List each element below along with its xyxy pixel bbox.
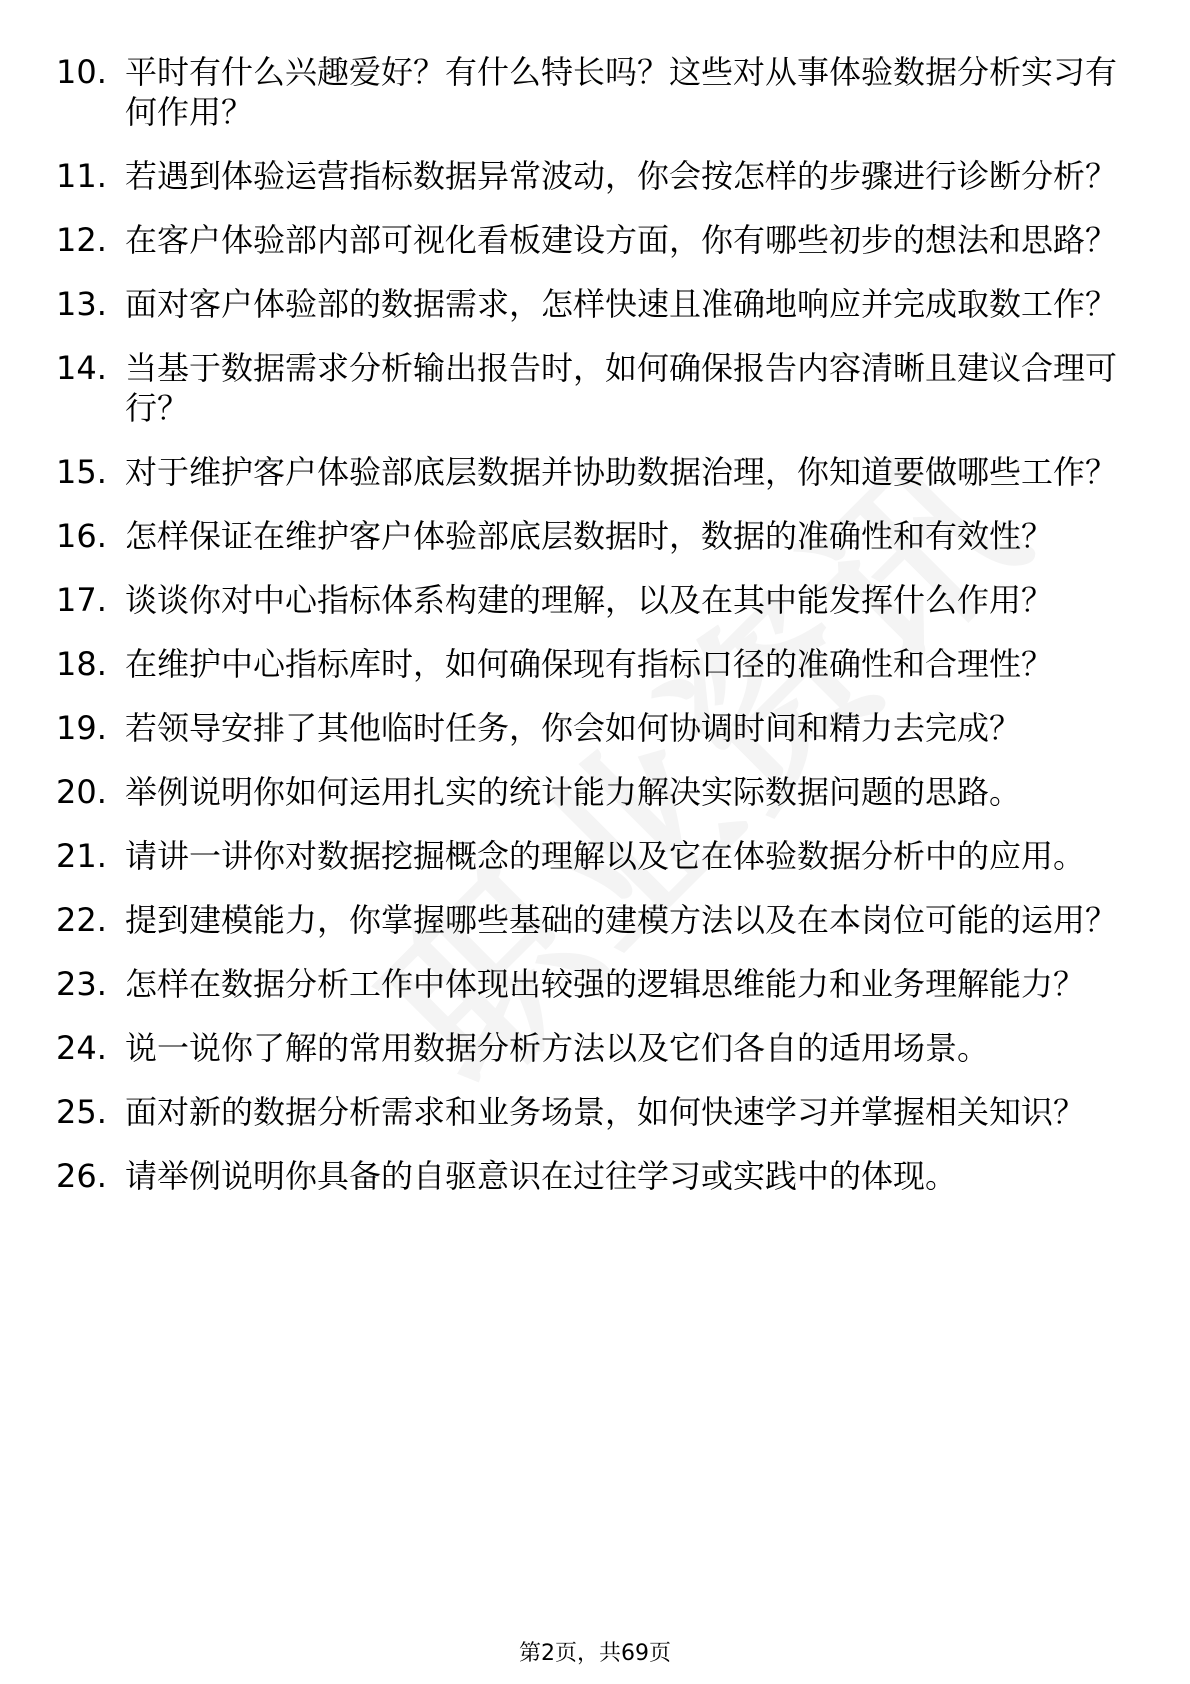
question-number: 23. (56, 965, 107, 1003)
page-number-label: 第2页，共69页 (519, 1641, 671, 1666)
question-text: 谈谈你对中心指标体系构建的理解，以及在其中能发挥什么作用？ (125, 581, 1054, 619)
question-text: 平时有什么兴趣爱好？有什么特长吗？这些对从事体验数据分析实习有何作用？ (125, 53, 1118, 131)
question-item (0, 1028, 1190, 1068)
question-text: 怎样在数据分析工作中体现出较强的逻辑思维能力和业务理解能力？ (125, 965, 1086, 1003)
question-item (0, 52, 1190, 132)
question-number: 10. (56, 53, 107, 91)
question-text: 若领导安排了其他临时任务，你会如何协调时间和精力去完成？ (125, 709, 1022, 747)
question-item (0, 580, 1190, 620)
question-item (0, 1156, 1190, 1196)
question-text: 在客户体验部内部可视化看板建设方面，你有哪些初步的想法和思路？ (125, 221, 1118, 259)
question-text: 若遇到体验运营指标数据异常波动，你会按怎样的步骤进行诊断分析？ (125, 157, 1118, 195)
question-item (0, 836, 1190, 876)
question-number: 17. (56, 581, 107, 619)
question-item (0, 348, 1190, 428)
question-item (0, 452, 1190, 492)
question-number: 25. (56, 1093, 107, 1131)
question-text: 说一说你了解的常用数据分析方法以及它们各自的适用场景。 (125, 1029, 990, 1067)
question-number: 20. (56, 773, 107, 811)
question-number: 18. (56, 645, 107, 683)
question-number: 13. (56, 285, 107, 323)
question-item (0, 516, 1190, 556)
question-text: 在维护中心指标库时，如何确保现有指标口径的准确性和合理性？ (125, 645, 1054, 683)
question-number: 24. (56, 1029, 107, 1067)
question-item (0, 220, 1190, 260)
question-list (0, 52, 1190, 1220)
question-text: 当基于数据需求分析输出报告时，如何确保报告内容清晰且建议合理可行？ (125, 349, 1118, 427)
question-text: 举例说明你如何运用扎实的统计能力解决实际数据问题的思路。 (125, 773, 1022, 811)
question-number: 12. (56, 221, 107, 259)
question-number: 19. (56, 709, 107, 747)
question-number: 15. (56, 453, 107, 491)
question-text: 提到建模能力，你掌握哪些基础的建模方法以及在本岗位可能的运用？ (125, 901, 1118, 939)
question-number: 16. (56, 517, 107, 555)
question-text: 面对新的数据分析需求和业务场景，如何快速学习并掌握相关知识？ (125, 1093, 1086, 1131)
question-item (0, 772, 1190, 812)
question-number: 21. (56, 837, 107, 875)
question-text: 对于维护客户体验部底层数据并协助数据治理，你知道要做哪些工作？ (125, 453, 1118, 491)
question-item (0, 708, 1190, 748)
question-item (0, 644, 1190, 684)
question-text: 面对客户体验部的数据需求，怎样快速且准确地响应并完成取数工作？ (125, 285, 1118, 323)
question-number: 14. (56, 349, 107, 387)
question-text: 请讲一讲你对数据挖掘概念的理解以及它在体验数据分析中的应用。 (125, 837, 1086, 875)
page-footer (0, 1640, 1190, 1668)
question-item (0, 900, 1190, 940)
question-item (0, 964, 1190, 1004)
question-item (0, 284, 1190, 324)
question-text: 怎样保证在维护客户体验部底层数据时，数据的准确性和有效性？ (125, 517, 1054, 555)
question-number: 26. (56, 1157, 107, 1195)
question-text: 请举例说明你具备的自驱意识在过往学习或实践中的体现。 (125, 1157, 958, 1195)
question-item (0, 1092, 1190, 1132)
question-number: 22. (56, 901, 107, 939)
question-item (0, 156, 1190, 196)
question-number: 11. (56, 157, 107, 195)
